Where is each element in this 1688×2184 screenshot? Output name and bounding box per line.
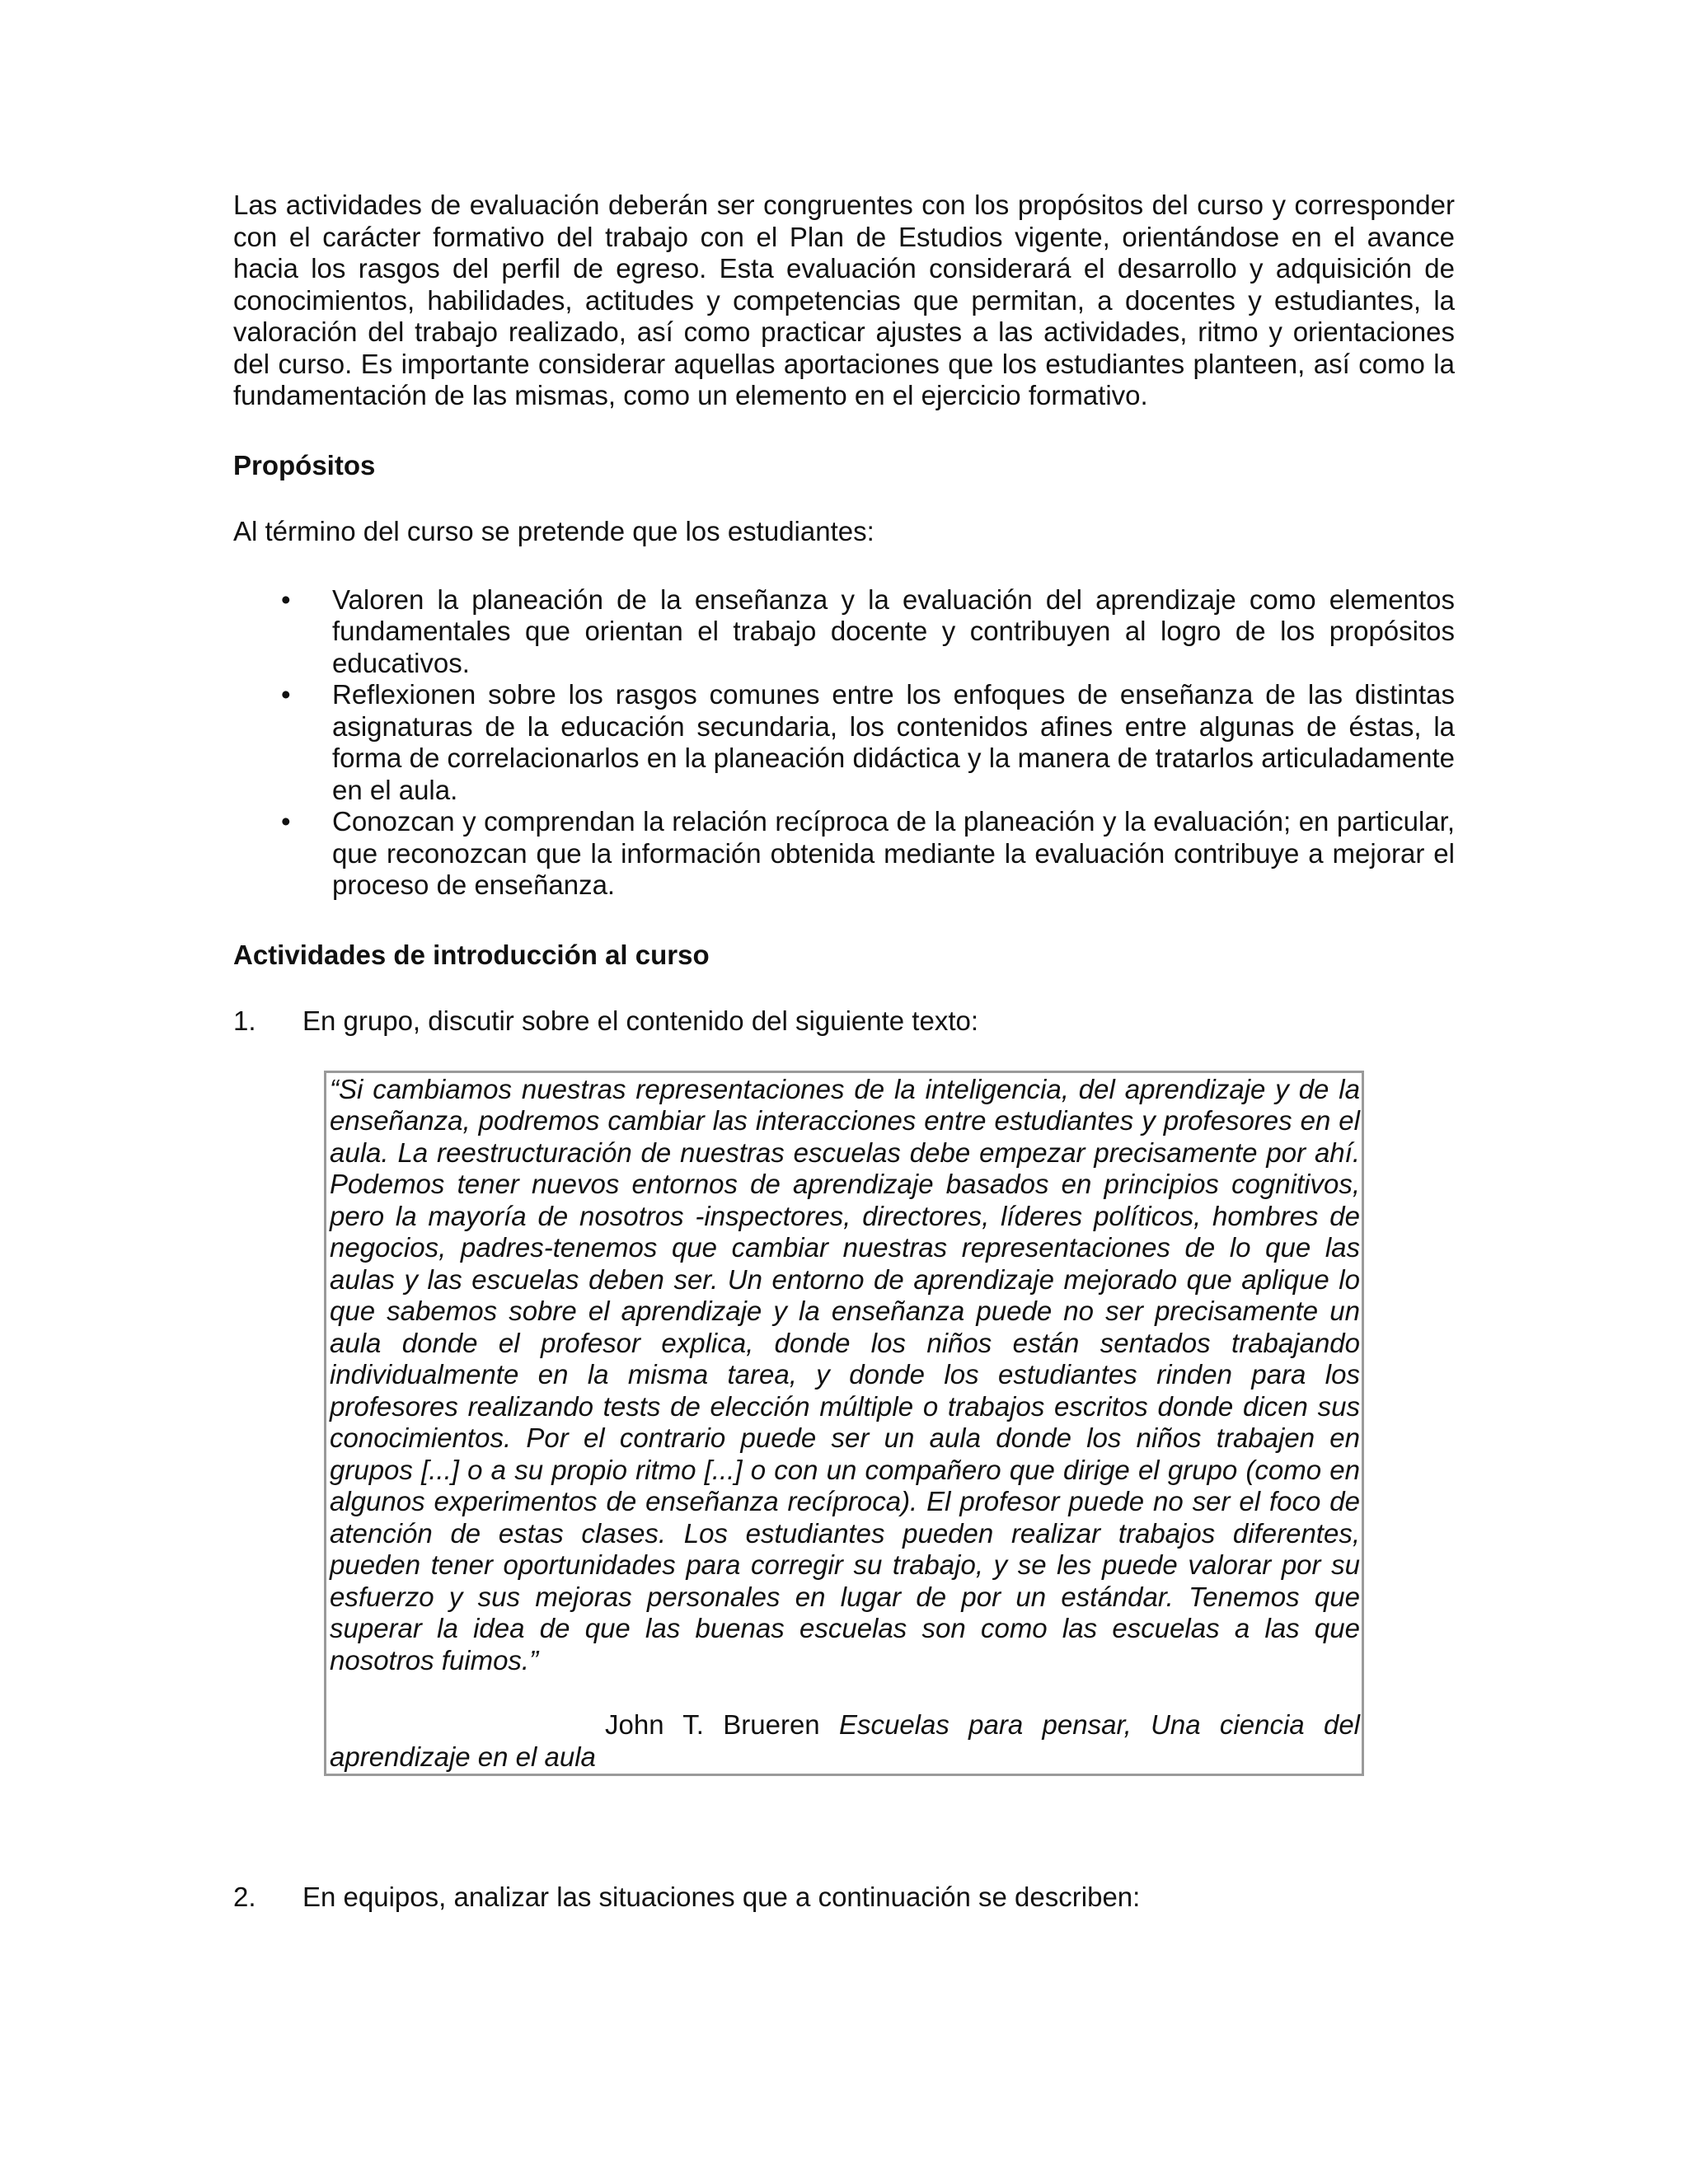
purposes-heading: Propósitos [233, 449, 376, 480]
document-page [233, 190, 1455, 1914]
intro-paragraph: Las actividades de evaluación deberán ser congruentes con los propósitos del curso y corresponder con el carácter formativo del trabajo con el Plan de Estudios vigente, orientándose en el avance hacia los rasgos del perfil de egreso. Esta evaluación considerará el desarrollo y adquisición de conocimientos, habilidades, actitudes y competencias que permitan, a docentes y estudiantes, la valoración del trabajo realizado, así como practicar ajustes a las actividades, ritmo y orientaciones del curso. Es importante considerar aquellas aportaciones que los estudiantes planteen, así como la fundamentación de las mismas, como un elemento en el ejercicio formativo. [233, 190, 1455, 410]
quote-attribution [330, 1709, 1360, 1773]
list-item-text: Conozcan y comprendan la relación recíproca de la planeación y la evaluación; en particular, que reconozcan que la información obtenida mediante la evaluación contribuye a mejorar el proceso de enseñanza. [332, 806, 1455, 900]
quote-box [324, 1071, 1364, 1777]
quote-author: John T. Brueren [605, 1709, 820, 1740]
activities-heading: Actividades de introducción al curso [233, 939, 710, 970]
purposes-list [233, 584, 1455, 902]
activity-step-2 [233, 1882, 1455, 1914]
purposes-lead: Al término del curso se pretende que los estudiantes: [233, 516, 874, 546]
bullet-icon: • [281, 679, 291, 710]
quote-text: “Si cambiamos nuestras representaciones de la inteligencia, del aprendizaje y de la enseñanza, podremos cambiar las interacciones entre estudiantes y profesores en el aula. La reestructuración de nuestras escuelas debe empezar precisamente por ahí. Podemos tener nuevos entornos de aprendizaje basados en principios cognitivos, pero la mayoría de nosotros -inspectores, directores, líderes políticos, hombres de negocios, padres-tenemos que cambiar nuestras representaciones de lo que las aulas y las escuelas deben ser. Un entorno de aprendizaje mejorado que aplique lo que sabemos sobre el aprendizaje y la enseñanza puede no ser precisamente un aula donde el profesor explica, donde los niños están sentados trabajando individualmente en la misma tarea, y donde los estudiantes rinden para los profesores realizando tests de elección múltiple o trabajos escritos donde dicen sus conocimientos. Por el contrario puede ser un aula donde los niños trabajen en grupos [...] o a su propio ritmo [...] o con un compañero que dirige el grupo (como en algunos experimentos de enseñanza recíproca). El profesor puede no ser el foco de atención de estas clases. Los estudiantes pueden realizar trabajos diferentes, pueden tener oportunidades para corregir su trabajo, y se les puede valorar por su esfuerzo y sus mejoras personales en lugar de por un estándar. Tenemos que superar la idea de que las buenas escuelas son como las escuelas a las que nosotros fuimos.” [330, 1073, 1360, 1675]
step-text: En grupo, discutir sobre el contenido del siguiente texto: [302, 1005, 979, 1036]
activity-step-1 [233, 1005, 1455, 1038]
step-text: En equipos, analizar las situaciones que a continuación se describen: [302, 1882, 1141, 1912]
list-item [233, 584, 1455, 680]
list-item-text: Reflexionen sobre los rasgos comunes entre los enfoques de enseñanza de las distintas asignaturas de la educación secundaria, los contenidos afines entre algunas de éstas, la forma de correlacionarlos en la planeación didáctica y la manera de tratarlos articuladamente en el aula. [332, 679, 1455, 805]
list-item [233, 679, 1455, 806]
step-number: 2. [233, 1882, 256, 1912]
list-item-text: Valoren la planeación de la enseñanza y la evaluación del aprendizaje como elementos fundamentales que orientan el trabajo docente y contribuyen al logro de los propósitos educativos. [332, 583, 1455, 678]
list-item [233, 806, 1455, 902]
bullet-icon: • [281, 583, 291, 615]
bullet-icon: • [281, 806, 291, 837]
step-number: 1. [233, 1005, 256, 1036]
quote-work: Escuelas para pensar, Una ciencia del aprendizaje en el aula [330, 1709, 1361, 1772]
